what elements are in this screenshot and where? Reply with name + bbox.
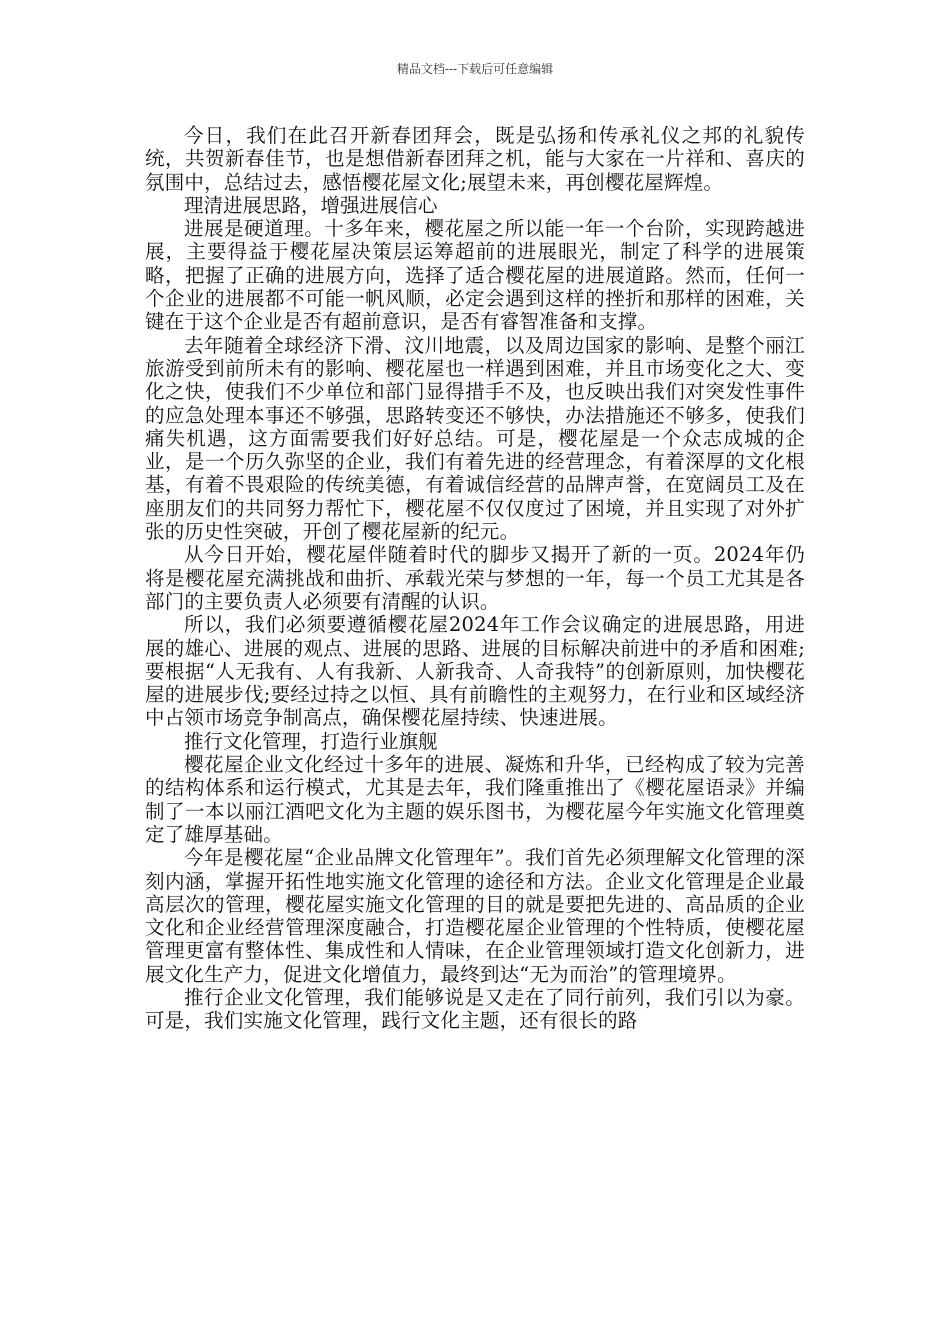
paragraph-culture-system: 樱花屋企业文化经过十多年的进展、凝炼和升华，已经构成了较为完善的结构体系和运行模式，尤其是去年，我们隆重推出了《樱花屋语录》并编制了一本以丽江酒吧文化为主题的娱乐图书，为樱花屋今年实施文化管理奠定了雄厚基础。 bbox=[145, 753, 805, 846]
paragraph-culture-year: 今年是樱花屋“企业品牌文化管理年”。我们首先必须理解文化管理的深刻内涵，掌握开拓性地实施文化管理的途径和方法。企业文化管理是企业最高层次的管理，樱花屋实施文化管理的目的就是要把先进的、高品质的企业文化和企业经营管理深度融合，打造樱花屋企业管理的个性特质，使樱花屋管理更富有整体性、集成性和人情味，在企业管理领域打造文化创新力，进展文化生产力，促进文化增值力，最终到达“无为而治”的管理境界。 bbox=[145, 846, 805, 986]
paragraph-culture-lead: 推行企业文化管理，我们能够说是又走在了同行前列，我们引以为豪。可是，我们实施文化管理，践行文化主题，还有很长的路 bbox=[145, 985, 805, 1033]
paragraph-new-page: 从今日开始，樱花屋伴随着时代的脚步又揭开了新的一页。2024年仍将是樱花屋充满挑战和曲折、承载光荣与梦想的一年，每一个员工尤其是各部门的主要负责人必须要有清醒的认识。 bbox=[145, 543, 805, 613]
document-body bbox=[145, 124, 805, 1033]
section-heading-development: 理清进展思路，增强进展信心 bbox=[184, 193, 438, 217]
paragraph-development: 进展是硬道理。十多年来，樱花屋之所以能一年一个台阶，实现跨越进展，主要得益于樱花屋决策层运筹超前的进展眼光，制定了科学的进展策略，把握了正确的进展方向，选择了适合樱花屋的进展道路。然而，任何一个企业的进展都不可能一帆风顺，必定会遇到这样的挫折和那样的困难，关键在于这个企业是否有超前意识，是否有睿智准备和支撑。 bbox=[145, 217, 805, 334]
paragraph-therefore: 所以，我们必须要遵循樱花屋2024年工作会议确定的进展思路，用进展的雄心、进展的观点、进展的思路、进展的目标解决前进中的矛盾和困难;要根据“人无我有、人有我新、人新我奇、人奇我特”的创新原则，加快樱花屋的进展步伐;要经过持之以恒、具有前瞻性的主观努力，在行业和区域经济中占领市场竞争制高点，确保樱花屋持续、快速进展。 bbox=[145, 613, 805, 730]
paragraph-intro: 今日，我们在此召开新春团拜会，既是弘扬和传承礼仪之邦的礼貌传统，共贺新春佳节，也是想借新春团拜之机，能与大家在一片祥和、喜庆的氛围中，总结过去，感悟樱花屋文化;展望未来，再创樱花屋辉煌。 bbox=[145, 124, 805, 194]
page-header: 精品文档---下载后可任意编辑 bbox=[396, 62, 554, 76]
paragraph-last-year: 去年随着全球经济下滑、汶川地震，以及周边国家的影响、是整个丽江旅游受到前所未有的影响、樱花屋也一样遇到困难，并且市场变化之大、变化之快，使我们不少单位和部门显得措手不及，也反映出我们对突发性事件的应急处理本事还不够强，思路转变还不够快，办法措施还不够多，使我们痛失机遇，这方面需要我们好好总结。可是，樱花屋是一个众志成城的企业，是一个历久弥坚的企业，我们有着先进的经营理念，有着深厚的文化根基，有着不畏艰险的传统美德，有着诚信经营的品牌声誉，在宽阔员工及在座朋友们的共同努力帮忙下，樱花屋不仅仅度过了困境，并且实现了对外扩张的历史性突破，开创了樱花屋新的纪元。 bbox=[145, 333, 805, 544]
section-heading-culture: 推行文化管理，打造行业旗舰 bbox=[184, 729, 438, 753]
